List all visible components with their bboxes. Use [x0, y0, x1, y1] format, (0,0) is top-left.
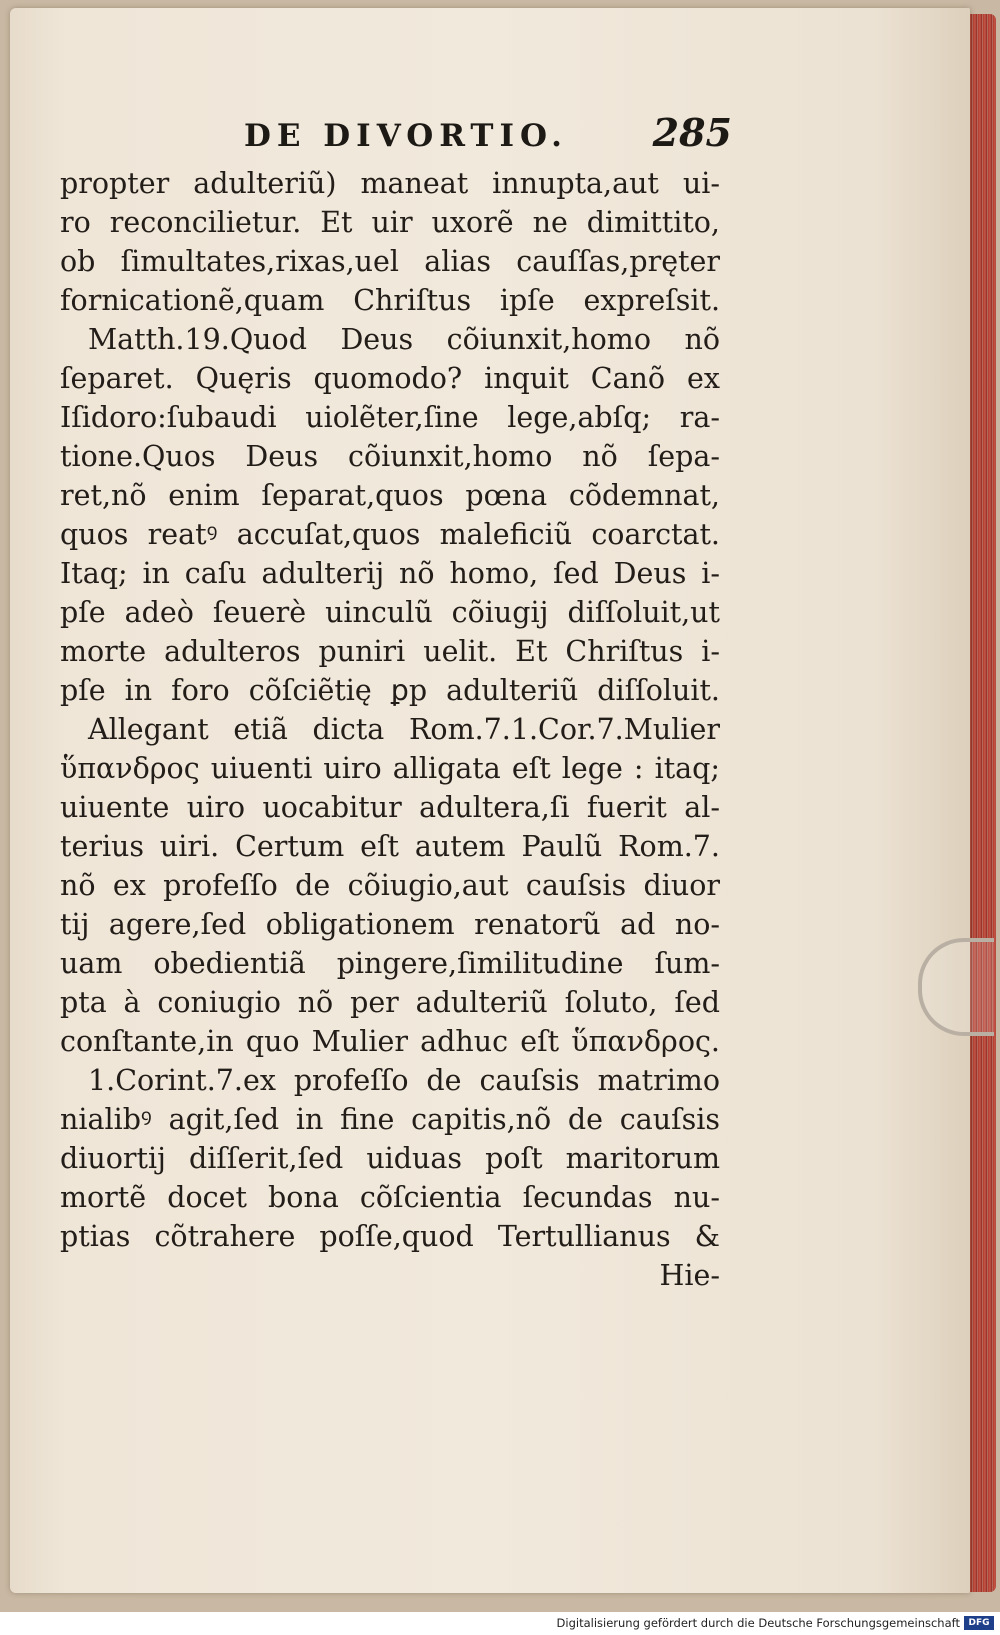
text-line: Iſidoro:ſubaudi uiolẽter,ſine lege,abſq; ra-	[60, 401, 720, 434]
page-number: 285	[652, 110, 732, 155]
text-line: pſe adeò ſeuerè uinculũ cõiugij diſſoluit,ut	[60, 596, 720, 629]
body-text	[60, 164, 720, 1295]
book-tab-marker	[918, 938, 994, 1036]
text-line: mortẽ docet bona cõſcientia ſecundas nu-	[60, 1181, 720, 1214]
text-line: terius uiri. Certum eſt autem Paulũ Rom.7.	[60, 830, 720, 863]
text-line: pta à coniugio nõ per adulteriũ ſoluto, ſed	[60, 986, 720, 1019]
text-line: ptias cõtrahere poſſe,quod Tertullianus &	[60, 1220, 720, 1253]
text-line: uam obedientiã pingere,ſimilitudine ſum-	[60, 947, 720, 980]
text-line: tij agere,ſed obligationem renatorũ ad no-	[60, 908, 720, 941]
text-line: uiuente uiro uocabitur adultera,ſi fuerit al-	[60, 791, 720, 824]
text-line: 1.Corint.7.ex profeſſo de cauſsis matrimo	[88, 1064, 720, 1097]
text-line: tione.Quos Deus cõiunxit,homo nõ ſepa-	[60, 440, 720, 473]
footer-bar	[0, 1612, 1000, 1635]
page-edges	[968, 14, 996, 1592]
text-line: propter adulteriũ) maneat innupta,aut ui-	[60, 167, 720, 200]
text-line: Itaq; in caſu adulterij nõ homo, ſed Deus i-	[60, 557, 720, 590]
text-line: ob ſimultates,rixas,uel alias cauſſas,pręter	[60, 245, 720, 278]
text-line: diuortij diſſerit,ſed uiduas poſt maritorum	[60, 1142, 720, 1175]
catchword: Hie-	[659, 1259, 720, 1292]
text-line: Allegant etiã dicta Rom.7.1.Cor.7.Mulier	[88, 713, 720, 746]
text-line: fornicationẽ,quam Chriſtus ipſe expreſsit.	[60, 284, 720, 317]
text-line: ret,nõ enim ſeparat,quos pœna cõdemnat,	[60, 479, 720, 512]
text-line: ὕπανδρος uiuenti uiro alligata eſt lege : itaq;	[60, 752, 720, 785]
text-line: conſtante,in quo Mulier adhuc eſt ὕπανδρος.	[60, 1025, 720, 1058]
running-title: DE DIVORTIO.	[244, 118, 568, 154]
funding-note: Digitalisierung gefördert durch die Deutsche Forschungsgemeinschaft	[556, 1616, 960, 1630]
text-line: nialibꝰ agit,ſed in fine capitis,nõ de cauſsis	[60, 1103, 720, 1136]
text-line: Matth.19.Quod Deus cõiunxit,homo nõ	[88, 323, 720, 356]
text-line: ſeparet. Quęris quomodo? inquit Canõ ex	[60, 362, 720, 395]
dfg-logo-icon: DFG	[964, 1616, 994, 1630]
text-line: morte adulteros puniri uelit. Et Chriſtus i-	[60, 635, 720, 668]
text-line: ro reconcilietur. Et uir uxorẽ ne dimittito,	[60, 206, 720, 239]
text-line: quos reatꝰ accuſat,quos maleficiũ coarctat.	[60, 518, 720, 551]
text-line: pſe in foro cõſciẽtię ꝑp adulteriũ diſſoluit.	[60, 674, 720, 707]
text-line: nõ ex profeſſo de cõiugio,aut cauſsis diuor	[60, 869, 720, 902]
page-header	[60, 110, 732, 162]
